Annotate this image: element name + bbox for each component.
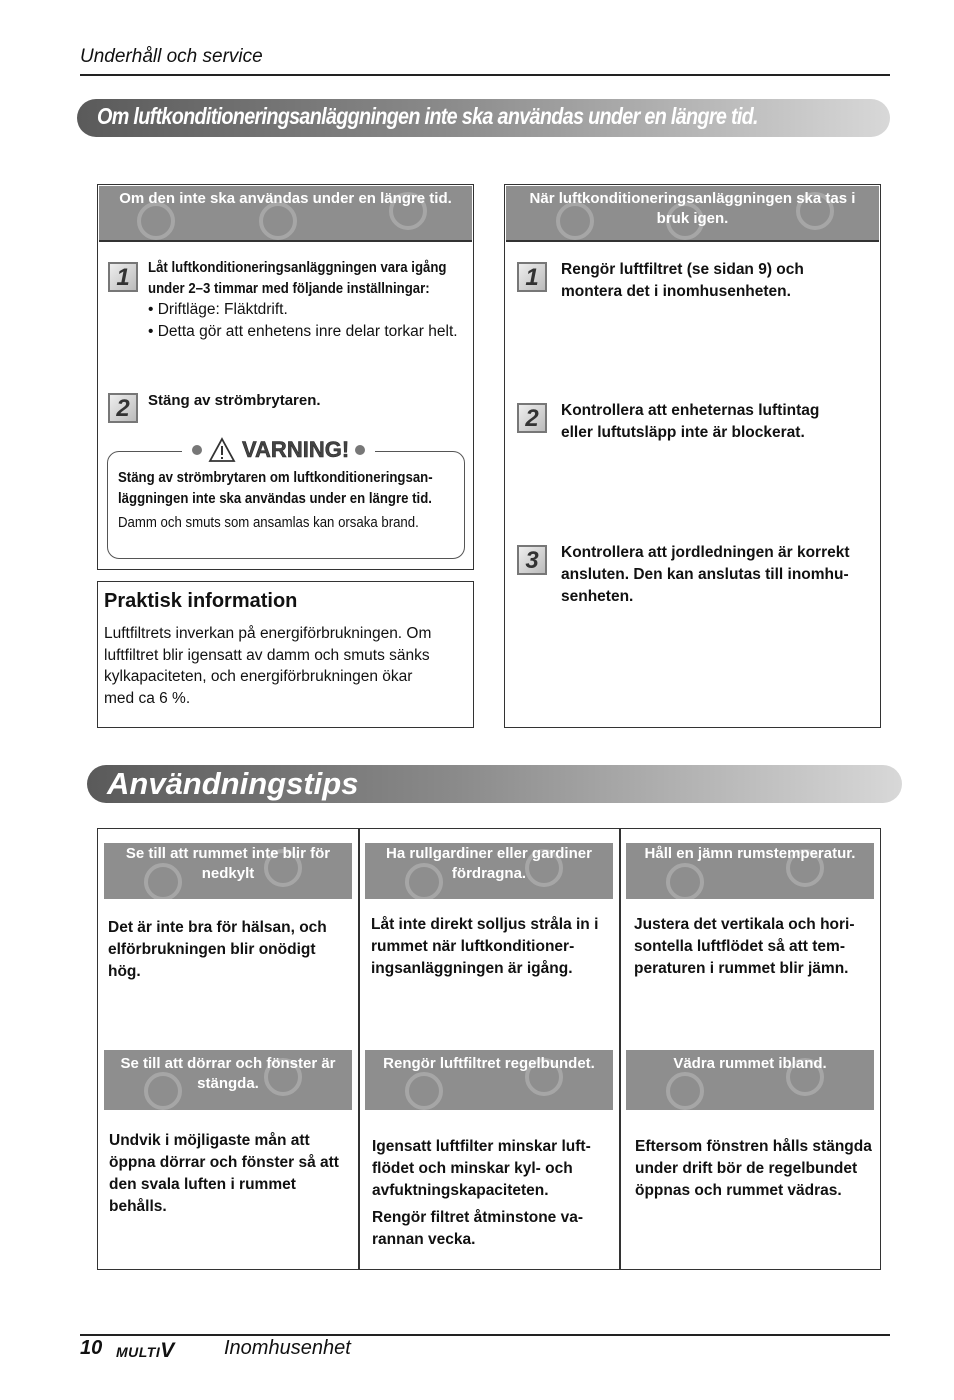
tips-title-bar [87, 765, 902, 803]
logo-suffix: V [160, 1339, 175, 1362]
tip-heading [104, 1050, 352, 1110]
warning-text: Damm och smuts som ansamlas kan orsaka brand. [118, 514, 419, 531]
tip-heading [626, 1050, 874, 1110]
tip-text: Undvik i möjligaste mån att öppna dörrar och fönster så att den svala luften i rummet behålls. [109, 1132, 339, 1215]
page-title: Om luftkonditioneringsanläggningen inte ska användas under en längre tid. [97, 103, 758, 129]
tips-title: Användningstips [107, 766, 359, 801]
tip-heading-text: Ha rullgardiner eller gardiner fördragna. [386, 845, 592, 882]
footer-text: Inomhusenhet [224, 1337, 351, 1359]
step-number: 2 [517, 403, 547, 433]
tip-text: Igensatt luftfilter minskar luftflödet och minskar kyl- och avfuktningskapaciteten. [372, 1138, 591, 1199]
warning-label [182, 434, 375, 466]
left-panel-divider [99, 240, 472, 242]
tip-text: Rengör filtret åtminstone varannan vecka. [372, 1209, 584, 1248]
right-panel-heading [506, 186, 879, 240]
swirl-decor [405, 1072, 443, 1110]
info-box-title: Praktisk information [104, 590, 298, 612]
warning-dot [192, 445, 202, 455]
left-step1-bullet-1: • Driftläge: Fläktdrift. [148, 301, 288, 318]
step-number: 1 [517, 262, 547, 292]
tip-heading-text: Vädra rummet ibland. [673, 1055, 827, 1072]
left-step1-bullet-2: • Detta gör att enhetens inre delar torkar helt. [148, 323, 458, 340]
right-step1-text: Rengör luftfiltret (se sidan 9) och montera det i inomhusenheten. [561, 261, 804, 300]
step-number: 3 [517, 545, 547, 575]
tip-text: Det är inte bra för hälsan, och elförbrukningen blir onödigt hög. [108, 919, 327, 980]
step-number: 1 [108, 262, 138, 292]
section-header: Underhåll och service [80, 46, 263, 67]
tip-heading-text: Rengör luftfiltret regelbundet. [383, 1055, 595, 1072]
top-rule [80, 74, 890, 76]
tip-heading [365, 843, 613, 899]
tip-heading-text: Håll en jämn rumstemperatur. [644, 845, 856, 862]
tip-heading-text: Se till att rummet inte blir för nedkylt [125, 845, 331, 882]
right-panel-heading-text: När luftkonditioneringsanläggningen ska tas i bruk igen. [529, 190, 856, 227]
warning-bold-text: Stäng av strömbrytaren om luftkonditioneringsanläggningen inte ska användas under en längre tid. [118, 469, 433, 507]
left-step2-text: Stäng av strömbrytaren. [148, 392, 321, 409]
warning-dot [355, 445, 365, 455]
right-step2-text: Kontrollera att enheternas luftintag eller luftutsläpp inte är blockerat. [561, 402, 820, 441]
tip-heading [104, 843, 352, 899]
left-step1-text: Låt luftkonditioneringsanläggningen vara igång under 2–3 timmar med följande inställningar: [148, 259, 447, 297]
info-box-text: Luftfiltrets inverkan på energiförbrukningen. Om luftfiltret blir igensatt av damm och smuts sänks kylkapaciteten, och energiförbrukningen ökar med ca 6 %. [104, 625, 432, 707]
left-panel-heading-text: Om den inte ska användas under en längre tid. [119, 190, 452, 207]
multi-v-logo [116, 1339, 175, 1363]
title-bar [77, 99, 890, 137]
tips-column-divider [619, 828, 621, 1270]
tip-heading [626, 843, 874, 899]
tip-text: Justera det vertikala och horisontella luftflödet så att temperaturen i rummet blir jämn. [634, 916, 855, 977]
left-panel-heading [99, 186, 472, 240]
tip-text: Låt inte direkt solljus stråla in i rummet när luftkonditioneringsanläggningen är igång. [371, 916, 599, 977]
bottom-rule [80, 1334, 890, 1336]
page-number: 10 [80, 1337, 103, 1359]
tip-heading-text: Se till att dörrar och fönster är stängda. [120, 1055, 336, 1092]
tip-text: Eftersom fönstren hålls stängda under drift bör de regelbundet öppnas och rummet vädras. [635, 1138, 872, 1199]
tips-column-divider [358, 828, 360, 1270]
warning-triangle-icon [208, 437, 236, 463]
tip-heading [365, 1050, 613, 1110]
logo-prefix: MULTI [116, 1344, 161, 1360]
step-number: 2 [108, 393, 138, 423]
warning-word: VARNING! [242, 437, 350, 462]
right-panel-divider [506, 240, 879, 242]
right-step3-text: Kontrollera att jordledningen är korrekt ansluten. Den kan anslutas till inomhusenheten. [561, 544, 850, 605]
swirl-decor [666, 863, 704, 899]
swirl-decor [666, 1072, 704, 1110]
